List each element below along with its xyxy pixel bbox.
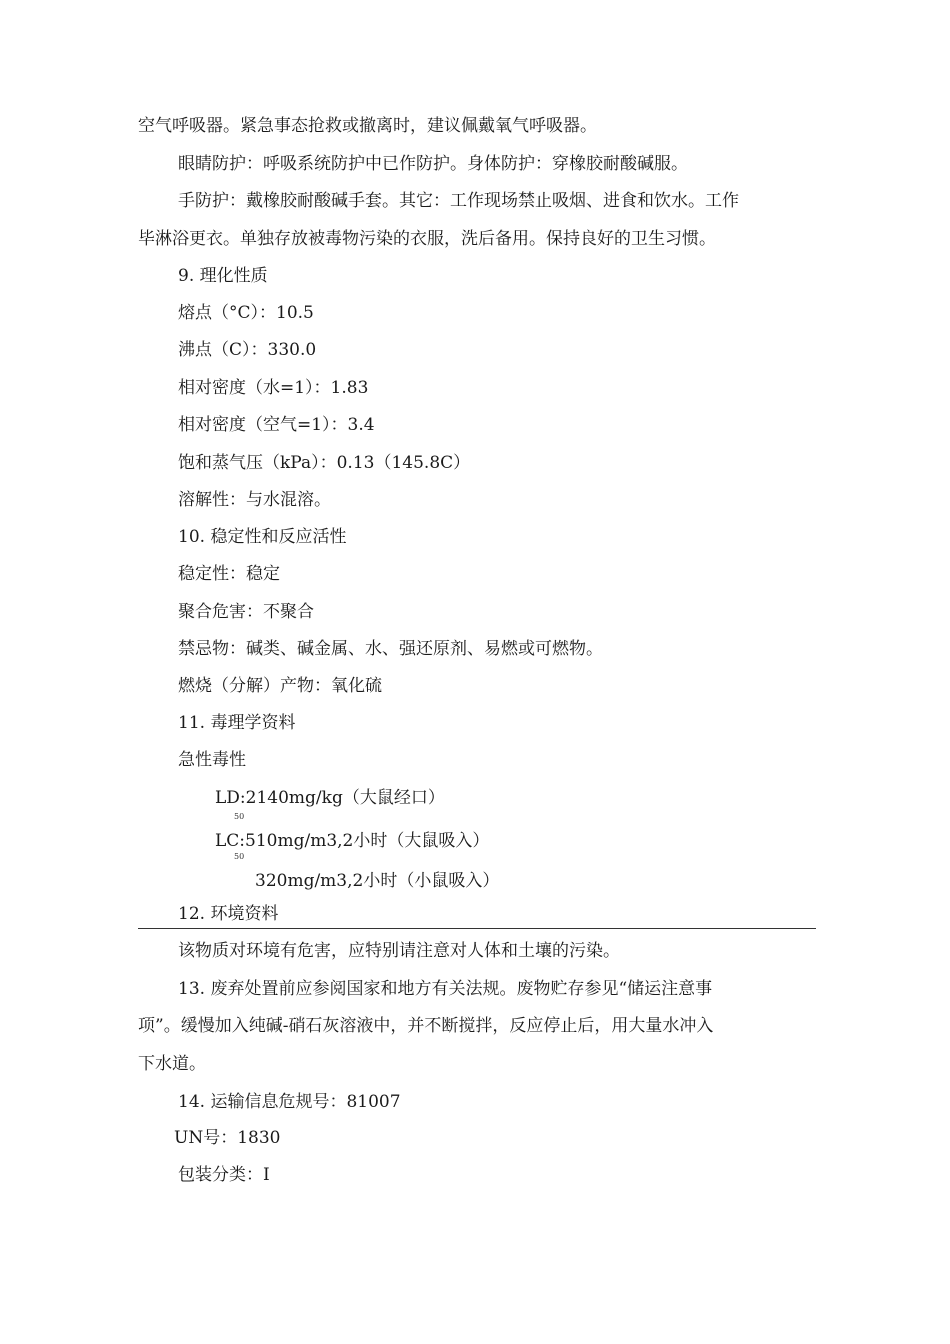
text-line: 沸点（C）：330.0 (178, 340, 317, 360)
horizontal-rule (138, 928, 816, 929)
section-heading: 13. 废弃处置前应参阅国家和地方有关法规。废物贮存参见“储运注意事 (178, 979, 713, 999)
text-line: 手防护：戴橡胶耐酸碱手套。其它：工作现场禁止吸烟、进食和饮水。工作 (178, 191, 739, 211)
text-line: 禁忌物：碱类、碱金属、水、强还原剂、易燃或可燃物。 (178, 639, 603, 659)
section-heading: 11. 毒理学资料 (178, 713, 296, 733)
text-line: 相对密度（空气=1）：3.4 (178, 415, 375, 435)
text-line: 眼睛防护：呼吸系统防护中已作防护。身体防护：穿橡胶耐酸碱服。 (178, 154, 688, 174)
subscript: 50 (234, 852, 245, 861)
text-line: 项”。缓慢加入纯碱-硝石灰溶液中，并不断搅拌，反应停止后，用大量水冲入 (138, 1016, 714, 1036)
text-line: 熔点（°C）：10.5 (178, 303, 314, 323)
text-line: 该物质对环境有危害，应特别请注意对人体和土壤的污染。 (178, 941, 620, 961)
text-line: 毕淋浴更衣。单独存放被毒物污染的衣服，洗后备用。保持良好的卫生习惯。 (138, 229, 716, 249)
section-heading: 10. 稳定性和反应活性 (178, 527, 347, 547)
text-line: 稳定性：稳定 (178, 564, 280, 584)
text-line: 燃烧（分解）产物：氧化硫 (178, 676, 382, 696)
text-line: 下水道。 (138, 1054, 206, 1074)
text-line: 包装分类：I (178, 1165, 270, 1185)
toxicity-lc50-mouse: 320mg/m3,2小时（小鼠吸入） (255, 871, 500, 891)
text-line: 空气呼吸器。紧急事态抢救或撤离时，建议佩戴氧气呼吸器。 (138, 116, 597, 136)
text-line: 相对密度（水=1）：1.83 (178, 378, 369, 398)
toxicity-lc50: LC:510mg/m3,2小时（大鼠吸入） (215, 831, 490, 851)
text-line: UN号：1830 (174, 1128, 281, 1148)
text-line: 急性毒性 (178, 750, 246, 770)
section-heading: 14. 运输信息危规号：81007 (178, 1092, 401, 1112)
text-line: 溶解性：与水混溶。 (178, 490, 331, 510)
text-line: 饱和蒸气压（kPa）：0.13（145.8C） (178, 453, 471, 473)
text-line: 聚合危害：不聚合 (178, 602, 314, 622)
section-heading: 9. 理化性质 (178, 266, 268, 286)
section-heading: 12. 环境资料 (178, 904, 279, 924)
subscript: 50 (234, 812, 245, 821)
toxicity-ld50: LD:2140mg/kg（大鼠经口） (215, 788, 445, 808)
